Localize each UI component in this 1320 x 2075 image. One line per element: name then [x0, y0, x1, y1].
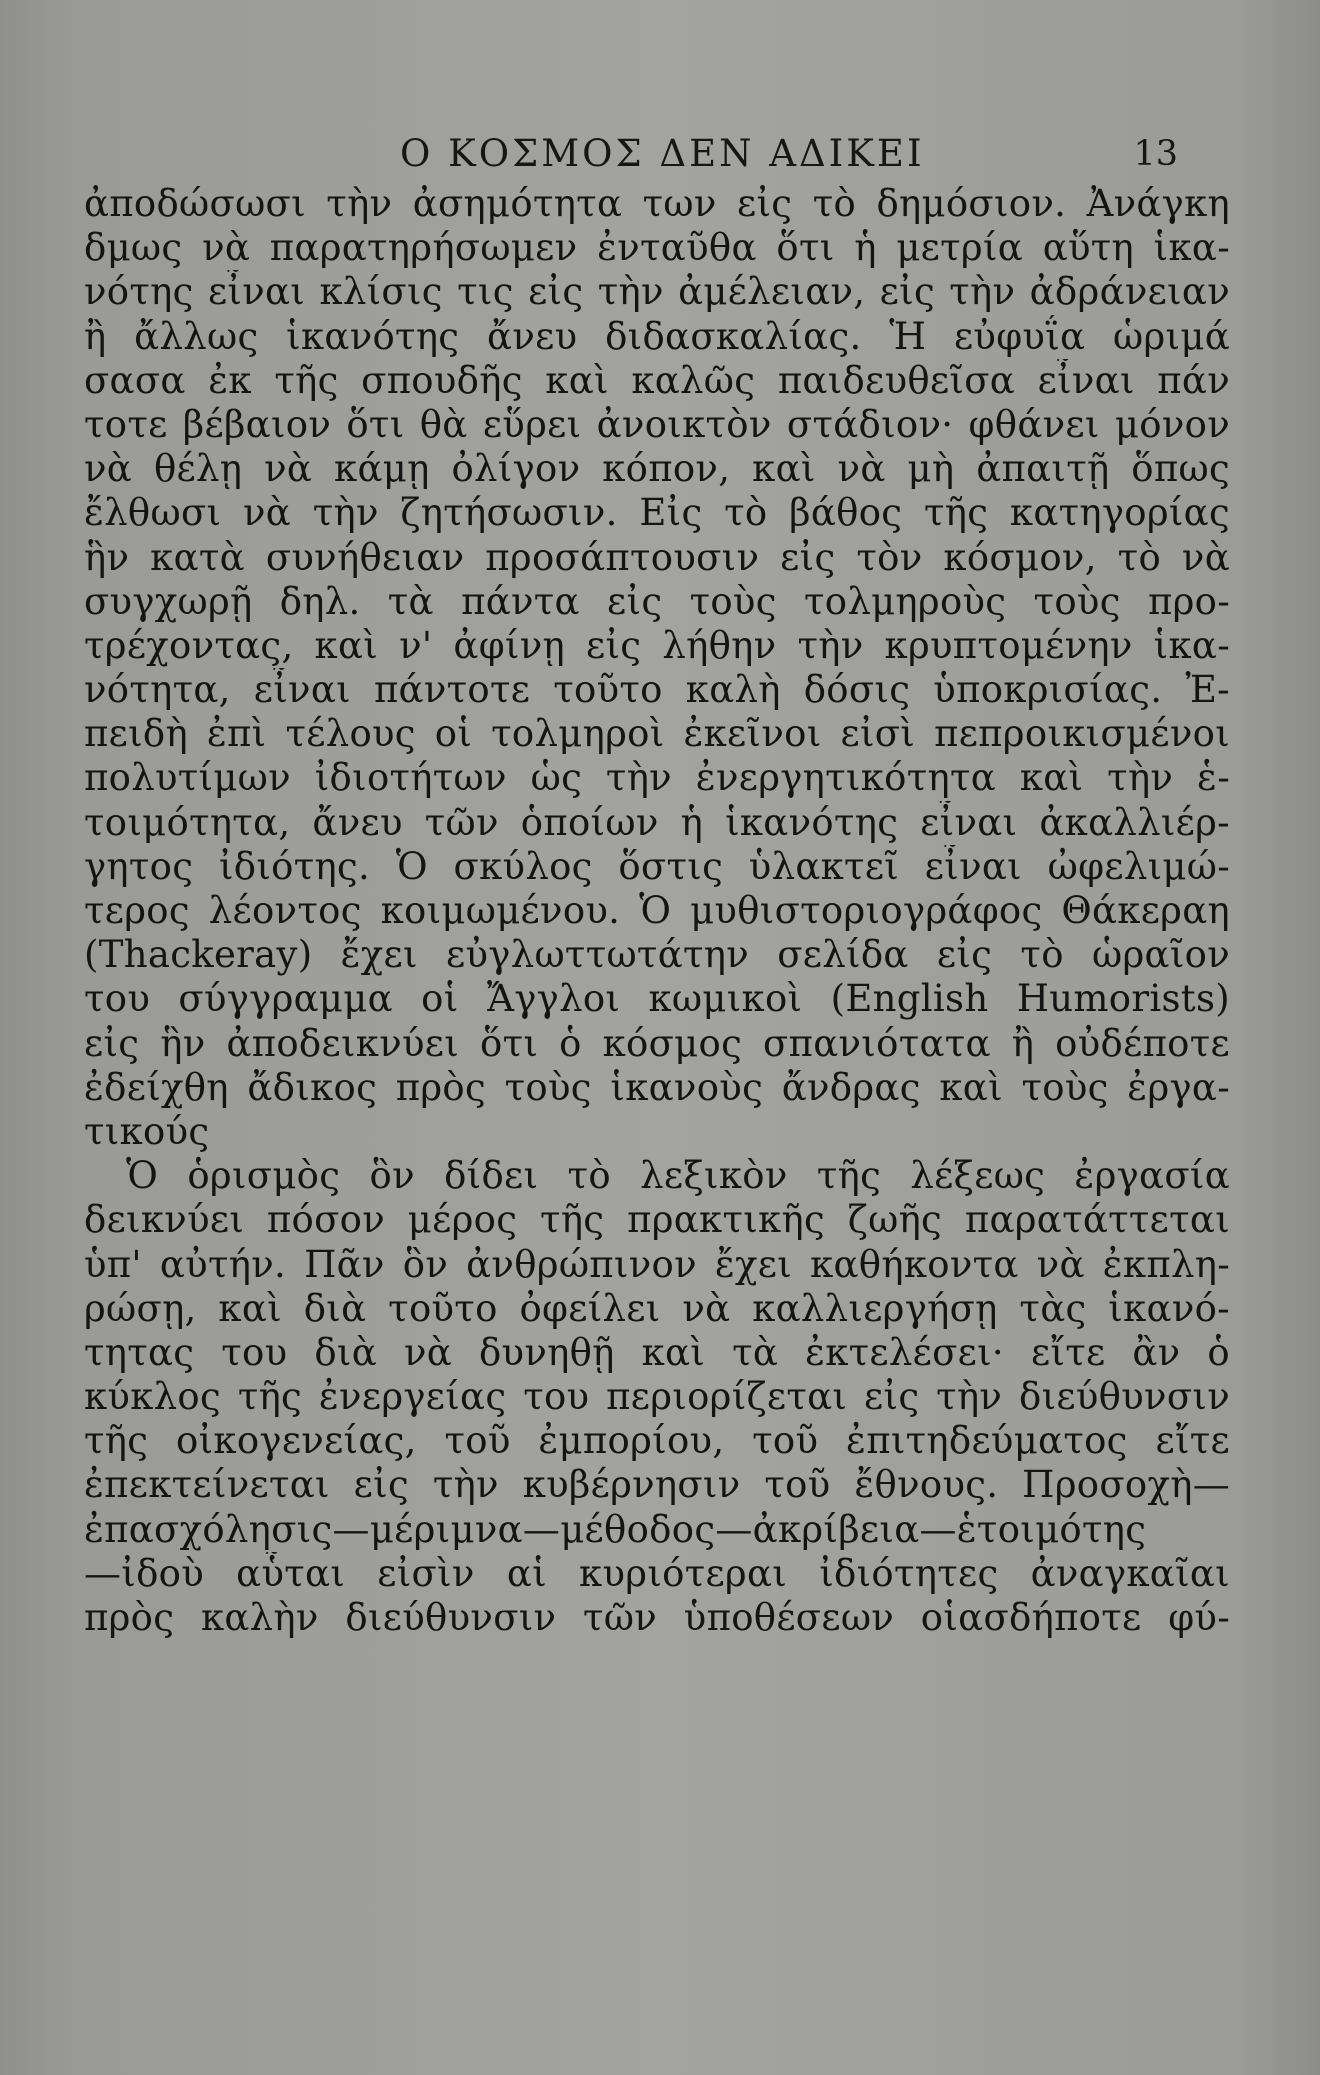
text-line: εἰς ἣν ἀποδεικνύει ὅτι ὁ κόσμος σπανιότατα ἢ οὐδέποτε — [84, 1021, 1230, 1065]
text-line: σασα ἐκ τῆς σπουδῆς καὶ καλῶς παιδευθεῖσα εἶναι πάν — [84, 358, 1230, 402]
text-line: ἐπεκτείνεται εἰς τὴν κυβέρνησιν τοῦ ἔθνους. Προσοχὴ— — [84, 1463, 1230, 1507]
text-line: τοιμότητα, ἄνευ τῶν ὁποίων ἡ ἱκανότης εἶναι ἀκαλλιέρ- — [84, 800, 1230, 844]
text-line: δεικνύει πόσον μέρος τῆς πρακτικῆς ζωῆς παρατάττεται — [84, 1198, 1230, 1242]
page-header — [150, 132, 1200, 182]
text-line: πειδὴ ἐπὶ τέλους οἱ τολμηροὶ ἐκεῖνοι εἰσὶ πεπροικισμένοι — [84, 712, 1230, 756]
text-line: του σύγγραμμα οἱ Ἄγγλοι κωμικοὶ (English Humorists) — [84, 977, 1230, 1021]
text-line: τερος λέοντος κοιμωμένου. Ὁ μυθιστοριογράφος Θάκεραη — [84, 889, 1230, 932]
text-line: κύκλος τῆς ἐνεργείας του περιορίζεται εἰς τὴν διεύθυνσιν — [84, 1375, 1230, 1419]
text-line: ὑπ' αὐτήν. Πᾶν ὃν ἀνθρώπινον ἔχει καθήκοντα νὰ ἐκπλη- — [84, 1242, 1230, 1286]
text-line: τρέχοντας, καὶ ν' ἀφίνῃ εἰς λήθην τὴν κρυπτομένην ἱκα- — [84, 623, 1230, 667]
text-line: νὰ θέλῃ νὰ κάμῃ ὀλίγον κόπον, καὶ νὰ μὴ ἀπαιτῇ ὅπως — [84, 447, 1230, 491]
text-line: συγχωρῇ δηλ. τὰ πάντα εἰς τοὺς τολμηροὺς τοὺς προ- — [84, 579, 1230, 623]
text-line: ἣν κατὰ συνήθειαν προσάπτουσιν εἰς τὸν κόσμον, τὸ νὰ — [84, 535, 1230, 579]
text-line: τῆς οἰκογενείας, τοῦ ἐμπορίου, τοῦ ἐπιτηδεύματος εἴτε — [84, 1419, 1230, 1463]
text-line: ρώσῃ, καὶ διὰ τοῦτο ὀφείλει νὰ καλλιεργήσῃ τὰς ἱκανό- — [84, 1286, 1230, 1330]
text-line: πρὸς καλὴν διεύθυνσιν τῶν ὑποθέσεων οἱασδήποτε φύ- — [84, 1596, 1230, 1639]
text-line: ἢ ἄλλως ἱκανότης ἄνευ διδασκαλίας. Ἡ εὐφυΐα ὡριμά — [84, 314, 1230, 358]
page-number: 13 — [1133, 134, 1178, 174]
text-line: (Thackeray) ἔχει εὐγλωττωτάτην σελίδα εἰς τὸ ὡραῖον — [84, 933, 1230, 977]
text-line: τοτε βέβαιον ὅτι θὰ εὕρει ἀνοικτὸν στάδιον· φθάνει μόνον — [84, 402, 1230, 446]
text-line: —ἰδοὺ αὗται εἰσὶν αἱ κυριότεραι ἰδιότητες ἀναγκαῖαι — [84, 1551, 1230, 1595]
body-text — [84, 182, 1230, 1640]
text-line: δμως νὰ παρατηρήσωμεν ἐνταῦθα ὅτι ἡ μετρία αὕτη ἱκα- — [84, 226, 1230, 270]
text-line: ἔλθωσι νὰ τὴν ζητήσωσιν. Εἰς τὸ βάθος τῆς κατηγορίας — [84, 491, 1230, 535]
text-line: γητος ἰδιότης. Ὁ σκύλος ὅστις ὑλακτεῖ εἶναι ὠφελιμώ- — [84, 844, 1230, 888]
text-line: τικούς — [84, 1109, 210, 1153]
text-line: Ὁ ὁρισμὸς ὃν δίδει τὸ λεξικὸν τῆς λέξεως ἐργασία — [126, 1154, 1230, 1198]
running-title: Ο ΚΟΣΜΟΣ ΔΕΝ ΑΔΙΚΕΙ — [400, 132, 925, 175]
text-line: πολυτίμων ἰδιοτήτων ὡς τὴν ἐνεργητικότητα καὶ τὴν ἑ- — [84, 756, 1230, 800]
text-line: νότητα, εἶναι πάντοτε τοῦτο καλὴ δόσις ὑποκρισίας. Ἐ- — [84, 668, 1230, 712]
text-line: ἐπασχόλησις—μέριμνα—μέθοδος—ἀκρίβεια—ἑτοιμότης — [84, 1507, 1147, 1551]
text-line: ἐδείχθη ἄδικος πρὸς τοὺς ἱκανοὺς ἄνδρας καὶ τοὺς ἐργα- — [84, 1065, 1230, 1109]
text-line: τητας του διὰ νὰ δυνηθῇ καὶ τὰ ἐκτελέσει· εἴτε ἂν ὁ — [84, 1330, 1230, 1374]
text-line: νότης εἶναι κλίσις τις εἰς τὴν ἀμέλειαν, εἰς τὴν ἀδράνειαν — [84, 270, 1230, 314]
text-line: ἀποδώσωσι τὴν ἀσημότητα των εἰς τὸ δημόσιον. Ἀνάγκη — [84, 182, 1230, 225]
